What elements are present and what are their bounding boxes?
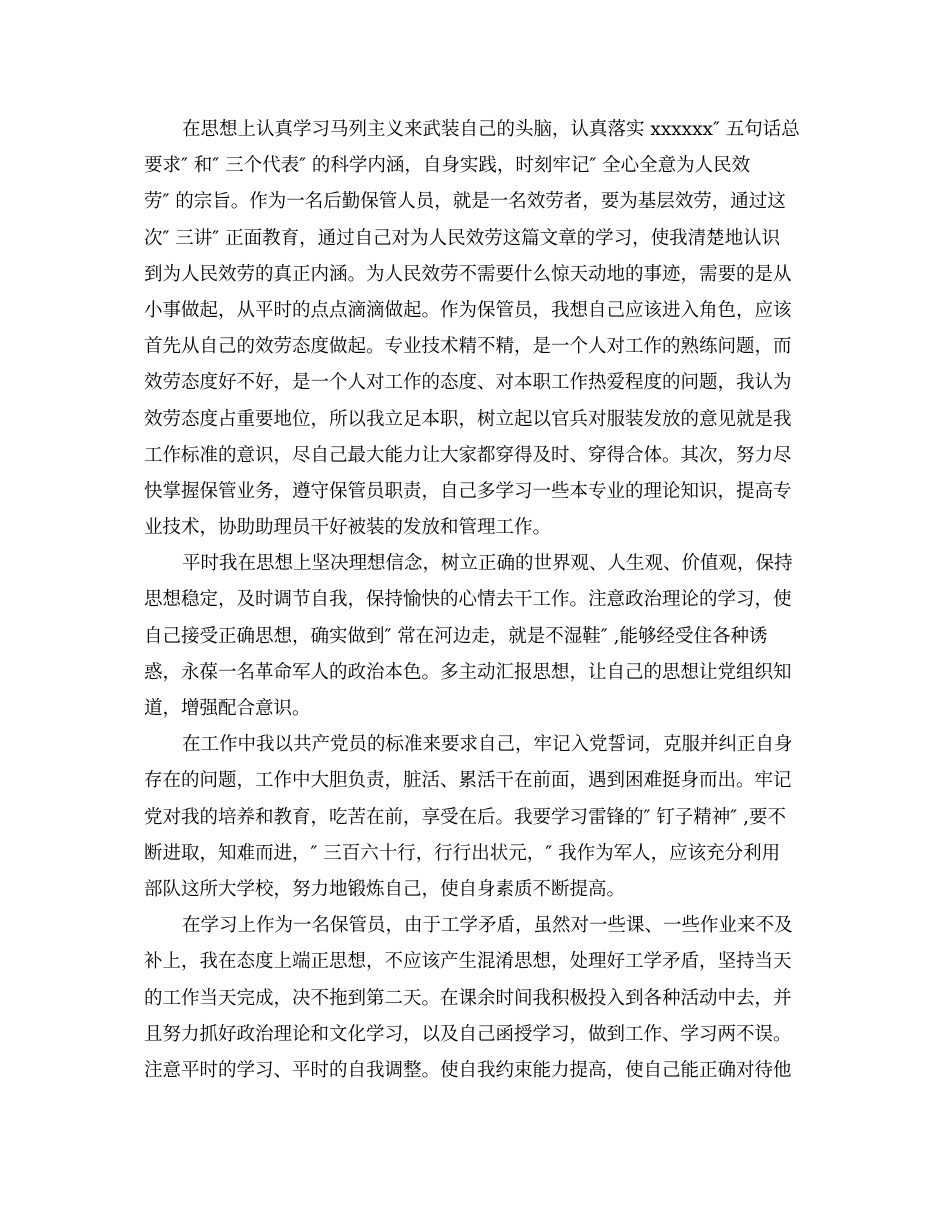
text-line: 自己接受正确思想，确实做到″ 常在河边走，就是不湿鞋″ ,能够经受住各种诱	[144, 625, 768, 647]
text-line: 且努力抓好政治理论和文化学习，以及自己函授学习，做到工作、学习两不误。	[144, 1023, 792, 1045]
text-line: 要求″ 和″ 三个代表″ 的科学内涵，自身实践，时刻牢记″ 全心全意为人民效	[144, 155, 751, 177]
text-line: 思想稳定，及时调节自我，保持愉快的心情去干工作。注意政治理论的学习，使	[144, 589, 792, 611]
document-body	[144, 112, 804, 1089]
paragraph-1	[144, 112, 804, 546]
paragraph-2	[144, 546, 804, 727]
text-line: 断进取，知难而进，″ 三百六十行，行行出状元，″ 我作为军人，应该充分利用	[144, 842, 781, 864]
text-line: 在学习上作为一名保管员，由于工学矛盾，虽然对一些课、一些作业来不及	[182, 915, 793, 937]
paragraph-3	[144, 727, 804, 908]
text-line: 惑，永葆一名革命军人的政治本色。多主动汇报思想，让自己的思想让党组织知	[144, 661, 792, 683]
text-line: 到为人民效劳的真正内涵。为人民效劳不需要什么惊天动地的事迹，需要的是从	[144, 263, 792, 285]
text-line: 的工作当天完成，决不拖到第二天。在课余时间我积极投入到各种活动中去，并	[144, 987, 792, 1009]
text-line: 业技术，协助助理员干好被装的发放和管理工作。	[144, 517, 552, 539]
text-line: 效劳态度好不好，是一个人对工作的态度、对本职工作热爱程度的问题，我认为	[144, 372, 792, 394]
paragraph-4	[144, 908, 804, 1089]
text-line: 在思想上认真学习马列主义来武装自己的头脑，认真落实 xxxxxx″ 五句话总	[182, 119, 800, 140]
text-line: 劳″ 的宗旨。作为一名后勤保管人员，就是一名效劳者，要为基层效劳，通过这	[144, 191, 786, 213]
text-line: 党对我的培养和教育，吃苦在前，享受在后。我要学习雷锋的″ 钉子精神″ ,要不	[144, 806, 786, 828]
text-line: 注意平时的学习、平时的自我调整。使自我约束能力提高，使自己能正确对待他	[144, 1059, 792, 1081]
text-line: 效劳态度占重要地位，所以我立足本职，树立起以官兵对服装发放的意见就是我	[144, 408, 792, 430]
text-line: 次″ 三讲″ 正面教育，通过自己对为人民效劳这篇文章的学习，使我清楚地认识	[144, 227, 781, 249]
text-line: 小事做起，从平时的点点滴滴做起。作为保管员，我想自己应该进入角色，应该	[144, 299, 792, 321]
text-line: 道，增强配合意识。	[144, 698, 311, 719]
text-line: 快掌握保管业务，遵守保管员职责，自己多学习一些本专业的理论知识，提高专	[144, 480, 792, 502]
text-line: 存在的问题，工作中大胆负责，脏活、累活干在前面，遇到困难挺身而出。牢记	[144, 770, 792, 792]
text-line: 平时我在思想上坚决理想信念，树立正确的世界观、人生观、价值观，保持	[182, 553, 793, 575]
text-line: 工作标准的意识，尽自己最大能力让大家都穿得及时、穿得合体。其次，努力尽	[144, 444, 792, 466]
text-line: 首先从自己的效劳态度做起。专业技术精不精，是一个人对工作的熟练问题，而	[144, 336, 792, 358]
text-line: 部队这所大学校，努力地锻炼自己，使自身素质不断提高。	[144, 878, 626, 900]
text-line: 补上，我在态度上端正思想，不应该产生混淆思想，处理好工学矛盾，坚持当天	[144, 951, 792, 973]
text-line: 在工作中我以共产党员的标准来要求自己，牢记入党誓词，克服并纠正自身	[182, 734, 793, 756]
